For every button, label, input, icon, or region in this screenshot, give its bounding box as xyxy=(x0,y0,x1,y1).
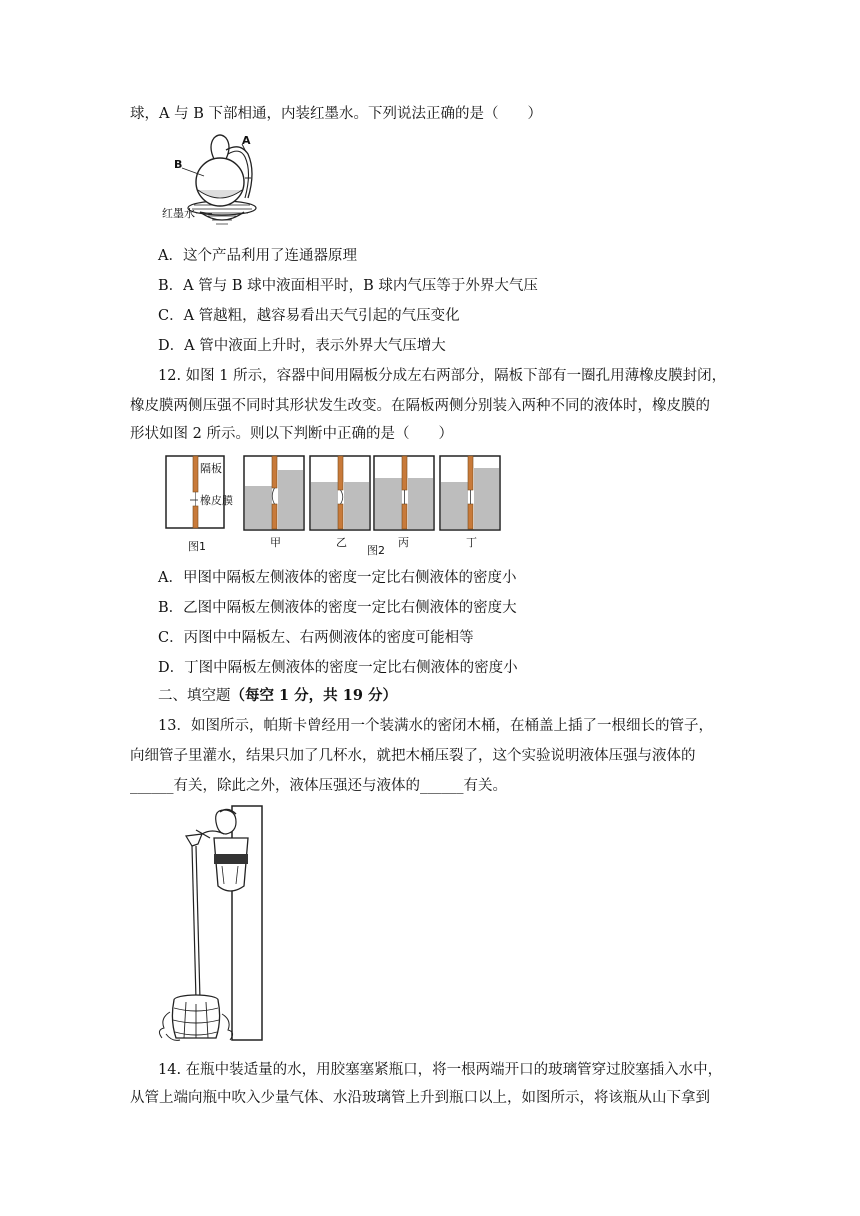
q11-option-a: A．这个产品利用了连通器原理 xyxy=(158,248,357,264)
q12-option-c: C．丙图中中隔板左、右两侧液体的密度可能相等 xyxy=(158,630,474,646)
q11-stem: 球，A 与 B 下部相通，内装红墨水。下列说法正确的是（ ） xyxy=(130,106,542,122)
q11-label-ink: 红墨水 xyxy=(162,207,195,220)
q12-panel-label-bing: 丙 xyxy=(398,536,409,549)
q12-caption1: 图1 xyxy=(188,540,206,553)
q12-panel-bing xyxy=(374,456,434,530)
q12-panel-yi xyxy=(310,456,370,530)
q12-stem-line-3: 形状如图 2 所示。则以下判断中正确的是（ ） xyxy=(130,426,453,442)
q13-stem-line-3: ______有关，除此之外，液体压强还与液体的______有关。 xyxy=(130,778,507,794)
q12-label-partition: 隔板 xyxy=(200,462,222,475)
section2-note: （每空 1 分，共 19 分） xyxy=(230,687,397,704)
q12-figure xyxy=(160,452,520,560)
q12-option-d: D．丁图中隔板左侧液体的密度一定比右侧液体的密度小 xyxy=(158,660,518,676)
q11-option-c: C．A 管越粗，越容易看出天气引起的气压变化 xyxy=(158,308,460,324)
q13-stem-line-1: 13．如图所示，帕斯卡曾经用一个装满水的密闭木桶，在桶盖上插了一根细长的管子， xyxy=(158,718,713,734)
q12-panel-ding xyxy=(440,456,500,530)
q12-panel-label-ding: 丁 xyxy=(466,536,477,549)
q13-stem-line-2: 向细管子里灌水，结果只加了几杯水，就把木桶压裂了，这个实验说明液体压强与液体的 xyxy=(130,748,696,764)
q12-stem-line-1: 12. 如图 1 所示，容器中间用隔板分成左右两部分，隔板下部有一圈孔用薄橡皮膜封闭， xyxy=(158,368,727,384)
q14-stem-line-2: 从管上端向瓶中吹入少量气体、水沿玻璃管上升到瓶口以上，如图所示，将该瓶从山下拿到 xyxy=(130,1090,710,1106)
section2-heading xyxy=(158,686,397,706)
q12-caption2: 图2 xyxy=(367,544,385,557)
q12-stem-line-2: 橡皮膜两侧压强不同时其形状发生改变。在隔板两侧分别装入两种不同的液体时，橡皮膜的 xyxy=(130,398,710,414)
q12-panel-label-yi: 乙 xyxy=(336,536,347,549)
q12-panel-label-jia: 甲 xyxy=(270,536,281,549)
q11-label-a: A xyxy=(242,134,251,147)
q11-figure xyxy=(160,132,270,232)
q12-option-b: B．乙图中隔板左侧液体的密度一定比右侧液体的密度大 xyxy=(158,600,517,616)
q11-label-b: B xyxy=(174,158,183,171)
q11-option-d: D．A 管中液面上升时，表示外界大气压增大 xyxy=(158,338,446,354)
q11-option-b: B．A 管与 B 球中液面相平时，B 球内气压等于外界大气压 xyxy=(158,278,538,294)
section2-title: 二、填空题 xyxy=(158,688,231,704)
q12-panel-jia xyxy=(244,456,304,530)
q13-pascal-barrel-figure xyxy=(152,804,272,1046)
q12-label-membrane: 橡皮膜 xyxy=(200,494,233,507)
q14-stem-line-1: 14. 在瓶中装适量的水，用胶塞塞紧瓶口，将一根两端开口的玻璃管穿过胶塞插入水中， xyxy=(158,1062,723,1078)
q12-option-a: A．甲图中隔板左侧液体的密度一定比右侧液体的密度小 xyxy=(158,570,517,586)
